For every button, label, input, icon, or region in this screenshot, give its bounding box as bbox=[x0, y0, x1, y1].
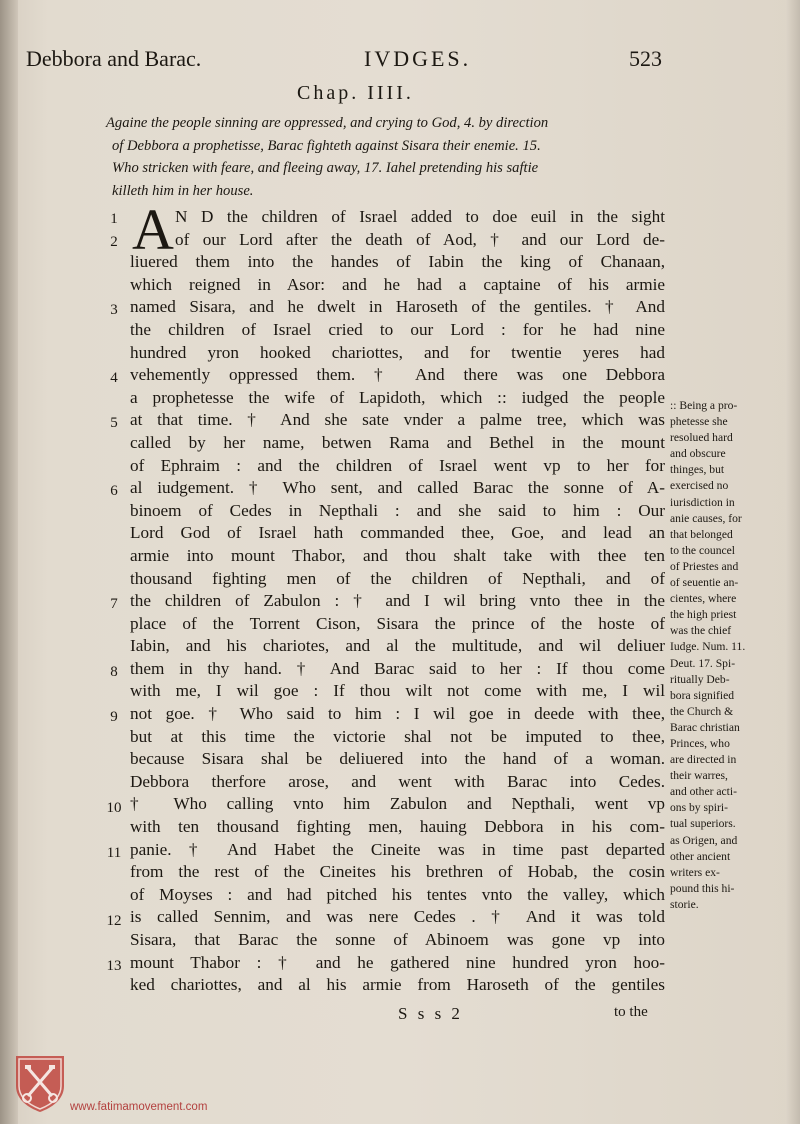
margin-note-line: was the chief bbox=[670, 624, 732, 638]
verse-number: 13 bbox=[106, 958, 122, 974]
text-line: vehemently oppressed them. † And there was one Debbora bbox=[130, 365, 665, 385]
signature-mark: S s s 2 bbox=[398, 1004, 463, 1023]
margin-note-line: Princes, who bbox=[670, 736, 730, 750]
text-line: with me, I wil goe : If thou wilt not come with me, I wil bbox=[130, 681, 665, 701]
margin-note-line: of Priestes and bbox=[670, 559, 739, 573]
text-line: not goe. † Who said to him : I wil goe in deede with thee, bbox=[130, 704, 665, 724]
verse-number: 10 bbox=[106, 800, 122, 816]
text-line: Lord God of Israel hath commanded thee, Goe, and lead an bbox=[130, 523, 665, 543]
margin-note-line: Iudge. Num. 11. bbox=[670, 640, 746, 654]
margin-note-line: ons by spiri- bbox=[670, 801, 728, 815]
running-head-book: IVDGES. bbox=[364, 46, 472, 71]
chapter-title: Chap. IIII. bbox=[297, 82, 414, 104]
text-line: which reigned in Asor: and he had a captaine of his armie bbox=[130, 274, 665, 294]
text-line: armie into mount Thabor, and thou shalt take with thee ten bbox=[130, 545, 665, 565]
text-line: binoem of Cedes in Nepthali : and she said to him : Our bbox=[130, 500, 665, 520]
margin-note-line: ritually Deb- bbox=[670, 672, 730, 686]
verse-number: 11 bbox=[106, 845, 122, 861]
margin-note-line: bora signified bbox=[670, 688, 735, 702]
margin-note-line: the high priest bbox=[670, 608, 737, 622]
chapter-argument bbox=[106, 112, 680, 202]
page-edge-shadow bbox=[786, 0, 800, 1124]
margin-note bbox=[670, 398, 788, 913]
text-line: from the rest of the Cineites his brethren of Hobab, the cosin bbox=[130, 862, 665, 882]
margin-note-line: :: Being a pro- bbox=[670, 399, 738, 412]
margin-note-line: the Church & bbox=[670, 704, 734, 718]
text-line: panie. † And Habet the Cineite was in time past departed bbox=[130, 839, 665, 859]
text-line: al iudgement. † Who sent, and called Barac the sonne of A- bbox=[130, 478, 665, 498]
text-line: thousand fighting men of the children of Nepthali, and of bbox=[130, 568, 665, 588]
verse-number: 3 bbox=[110, 302, 118, 318]
website-watermark: www.fatimamovement.com bbox=[70, 1101, 208, 1113]
margin-note-line: writers ex- bbox=[670, 865, 720, 879]
argument-line: of Debbora a prophetisse, Barac fighteth against Sisara their enemie. 15. bbox=[112, 137, 541, 154]
verse-number: 12 bbox=[106, 913, 122, 929]
margin-note-line: that belonged bbox=[670, 527, 733, 541]
text-line: the children of Israel cried to our Lord : for he had nine bbox=[130, 319, 665, 339]
text-line: liuered them into the handes of Iabin the king of Chanaan, bbox=[130, 252, 665, 272]
text-line: place of the Torrent Cison, Sisara the prince of the hoste of bbox=[130, 613, 665, 633]
text-line: at that time. † And she sate vnder a palme tree, which was bbox=[130, 410, 665, 430]
book-gutter bbox=[0, 0, 18, 1124]
margin-note-line: are directed in bbox=[670, 753, 737, 767]
body-text bbox=[130, 197, 665, 997]
margin-note-line: cientes, where bbox=[670, 592, 737, 606]
margin-note-line: pound this hi- bbox=[670, 881, 735, 895]
text-line: because Sisara shal be deliuered into the hand of a woman. bbox=[130, 749, 665, 769]
running-head bbox=[26, 46, 662, 76]
margin-note-line: other ancient bbox=[670, 849, 731, 863]
margin-note-line: Barac christian bbox=[670, 720, 740, 734]
text-line: Debbora therfore arose, and went with Barac into Cedes. bbox=[130, 771, 665, 791]
text-line: mount Thabor : † and he gathered nine hundred yron hoo- bbox=[130, 952, 665, 972]
verse-number: 6 bbox=[110, 483, 118, 499]
text-line: the children of Zabulon : † and I wil bring vnto thee in the bbox=[130, 591, 665, 611]
margin-note-line: as Origen, and bbox=[670, 833, 738, 847]
papal-keys-logo-icon bbox=[11, 1052, 69, 1114]
text-line: Sisara, that Barac the sonne of Abinoem was gone vp into bbox=[130, 930, 665, 949]
text-line: with ten thousand fighting men, hauing Debbora in his com- bbox=[130, 817, 665, 837]
margin-note-line: Deut. 17. Spi- bbox=[670, 656, 736, 670]
text-line: Iabin, and his chariotes, and al the multitude, and wil deliuer bbox=[130, 636, 665, 656]
verse-number: 7 bbox=[110, 596, 118, 612]
margin-note-line: resolued hard bbox=[670, 431, 733, 445]
text-line: † Who calling vnto him Zabulon and Nepthali, went vp bbox=[130, 794, 665, 814]
margin-note-line: storie. bbox=[670, 897, 699, 911]
text-line: them in thy hand. † And Barac said to her : If thou come bbox=[130, 658, 665, 678]
drop-cap: A bbox=[132, 197, 174, 262]
margin-note-line: exercised no bbox=[670, 479, 729, 493]
margin-note-line: anie causes, for bbox=[670, 511, 742, 525]
text-line: named Sisara, and he dwelt in Haroseth of the gentiles. † And bbox=[130, 297, 665, 317]
margin-note-line: tual superiors. bbox=[670, 817, 736, 831]
verse-number: 2 bbox=[110, 234, 118, 250]
text-line: of Moyses : and had pitched his tentes vnto the valley, which bbox=[130, 884, 665, 904]
verse-number: 8 bbox=[110, 664, 118, 680]
margin-note-line: their warres, bbox=[670, 769, 728, 783]
margin-note-line: of seuentie an- bbox=[670, 576, 739, 590]
text-line: a prophetesse the wife of Lapidoth, which :: iudged the people bbox=[130, 387, 665, 407]
margin-note-line: thinges, but bbox=[670, 463, 725, 477]
text-line: is called Sennim, and was nere Cedes . † And it was told bbox=[130, 907, 665, 927]
text-line: hundred yron hooked chariottes, and for twentie yeres had bbox=[130, 342, 665, 362]
verse-number: 9 bbox=[110, 709, 118, 725]
margin-note-line: and other acti- bbox=[670, 785, 737, 799]
text-line: ked chariottes, and al his armie from Haroseth of the gentiles bbox=[130, 975, 665, 995]
verse-number: 4 bbox=[110, 370, 118, 386]
page-number: 523 bbox=[629, 46, 662, 71]
verse-number: 1 bbox=[110, 211, 118, 227]
argument-line: Who stricken with feare, and fleeing away, 17. Iahel pretending his saftie bbox=[112, 160, 539, 176]
text-line: N D the children of Israel added to doe euil in the sight bbox=[175, 207, 665, 226]
argument-line: Againe the people sinning are oppressed, and crying to God, 4. by direction bbox=[106, 115, 549, 131]
catchword: to the bbox=[614, 1004, 648, 1020]
text-line: of our Lord after the death of Aod, † and our Lord de- bbox=[175, 229, 665, 249]
text-line: of Ephraim : and the children of Israel went vp to her for bbox=[130, 455, 665, 475]
running-head-left: Debbora and Barac. bbox=[26, 46, 202, 71]
margin-note-line: phetesse she bbox=[670, 415, 728, 429]
margin-note-line: iurisdiction in bbox=[670, 495, 735, 509]
margin-note-line: to the councel bbox=[670, 543, 736, 557]
verse-number: 5 bbox=[110, 415, 118, 431]
text-line: called by her name, betwen Rama and Bethel in the mount bbox=[130, 432, 665, 452]
margin-note-line: and obscure bbox=[670, 447, 726, 461]
text-line: but at this time the victorie shal not be imputed to thee, bbox=[130, 726, 665, 746]
argument-line: killeth him in her house. bbox=[112, 182, 254, 199]
